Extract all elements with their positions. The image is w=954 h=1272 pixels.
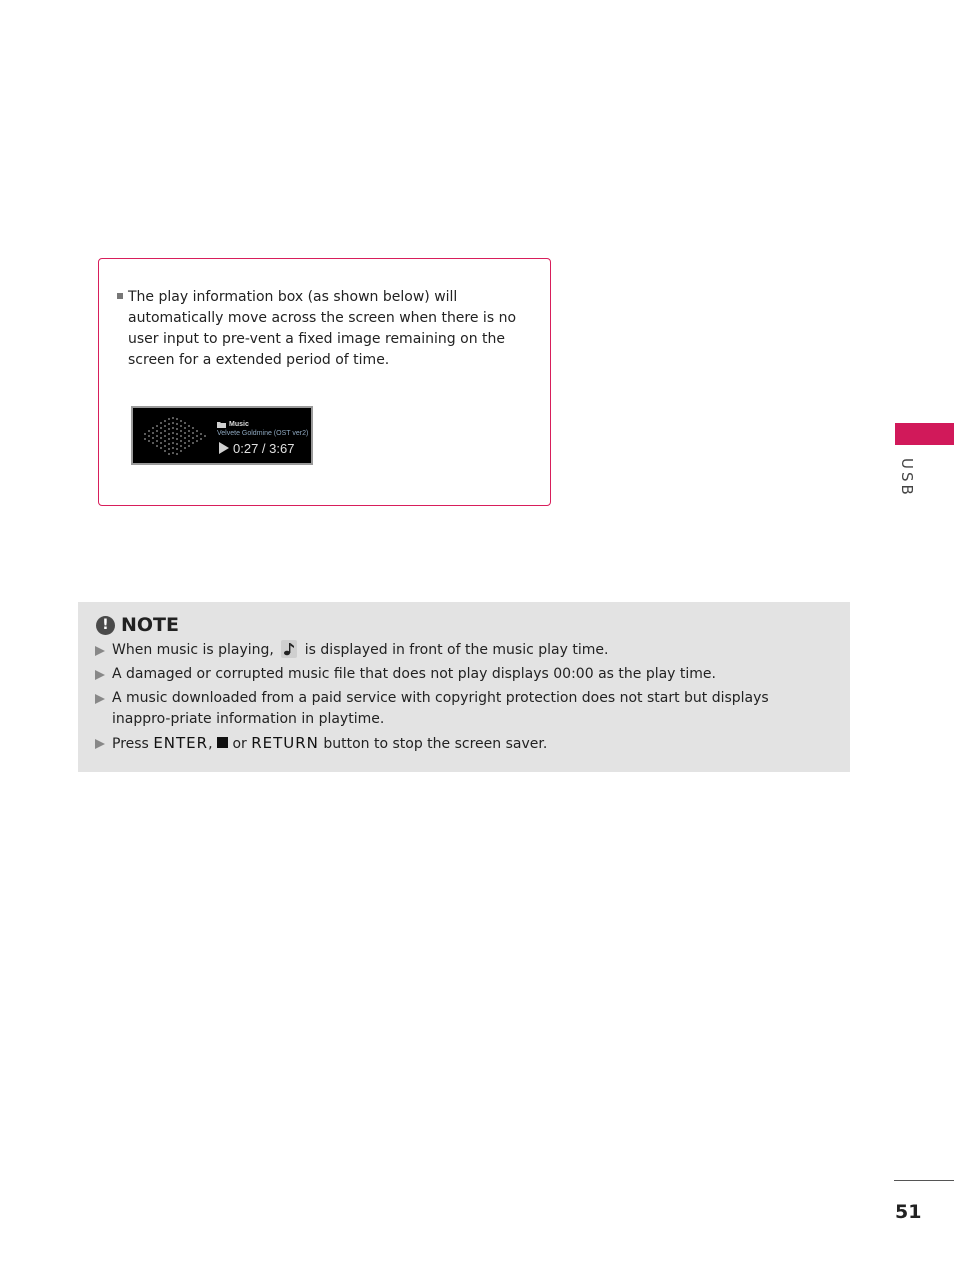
music-folder-icon [217,421,226,428]
note-item-text: A music downloaded from a paid service with copyright protection does not start but displays inappro-priate information in playtime. [112,690,769,727]
player-category: Music [229,421,249,428]
play-icon [219,442,229,454]
note-item-text: Press [112,736,149,752]
music-note-icon [281,640,297,658]
footer-rule [894,1180,954,1181]
note-item-comma: , [208,736,213,752]
note-item [95,640,815,661]
stop-icon [217,737,228,748]
note-item [95,664,815,685]
triangle-bullet-icon [95,646,105,656]
enter-key-label: ENTER [153,734,209,752]
note-list [95,640,815,758]
visualizer-graphic [139,414,214,459]
player-track-title: Velvete Goldmine (OST ver2) [217,430,309,437]
note-item-text: or [232,736,247,752]
square-bullet-icon [117,293,123,299]
section-label: USB [898,458,916,498]
exclamation-icon: ! [96,616,115,635]
triangle-bullet-icon [95,670,105,680]
note-item-text: A damaged or corrupted music file that does not play displays 00:00 as the play time. [112,666,716,682]
note-panel [78,602,850,772]
player-time [219,441,294,456]
note-item [95,688,815,730]
section-tab [895,423,954,445]
note-item-text: is displayed in front of the music play time. [304,642,609,658]
note-item [95,733,815,755]
page-number: 51 [895,1201,922,1223]
return-key-label: RETURN [251,734,319,752]
info-box-text-block [115,287,541,371]
info-box [98,258,551,506]
triangle-bullet-icon [95,694,105,704]
note-title: NOTE [121,614,179,636]
note-item-text: button to stop the screen saver. [323,736,548,752]
note-item-text: When music is playing, [112,642,274,658]
note-header [96,614,179,636]
triangle-bullet-icon [95,739,105,749]
player-time-value: 0:27 / 3:67 [233,441,295,456]
info-box-text: The play information box (as shown below) will automatically move across the screen when there is no user input to pre-vent a fixed image remaining on the screen for a extended period of time. [128,289,517,368]
play-info-box [131,406,313,465]
